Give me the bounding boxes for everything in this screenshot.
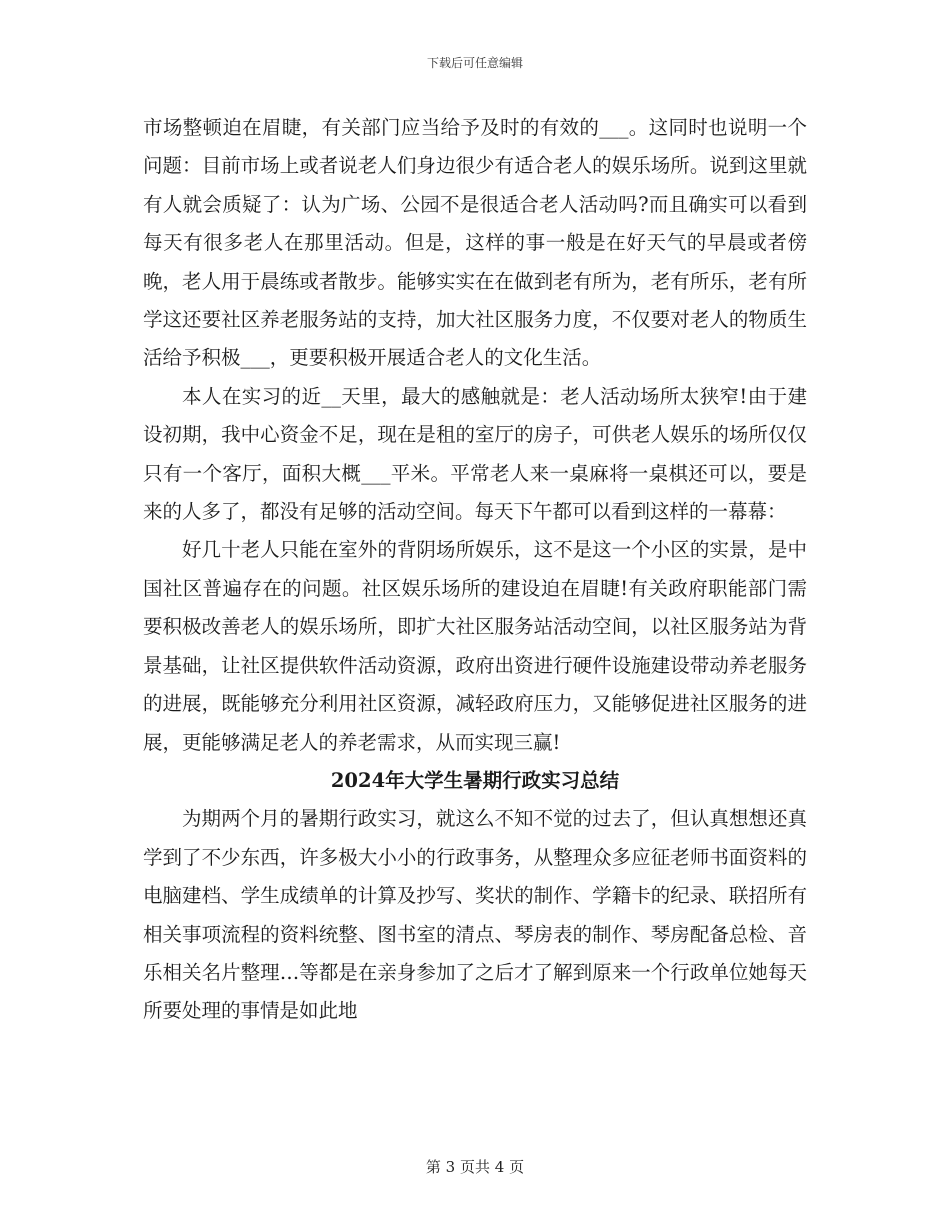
paragraph-continued: 市场整顿迫在眉睫，有关部门应当给予及时的有效的___。这同时也说明一个问题：目前市场上或者说老人们身边很少有适合老人的娱乐场所。说到这里就有人就会质疑了：认为广场、公园不是很适合老人活动吗?而且确实可以看到每天有很多老人在那里活动。但是，这样的事一般是在好天气的早晨或者傍晚，老人用于晨练或者散步。能够实实在在做到老有所为，老有所乐，老有所学这还要社区养老服务站的支持，加大社区服务力度，不仅要对老人的物质生活给予积极___，更要积极开展适合老人的文化生活。 [143, 116, 807, 370]
page-header: 下载后可任意编辑 [426, 56, 523, 70]
document-body [143, 109, 807, 1031]
paragraph: 本人在实习的近__天里，最大的感触就是：老人活动场所太狭窄!由于建设初期，我中心资金不足，现在是租的室厅的房子，可供老人娱乐的场所仅仅只有一个客厅，面积大概___平米。平常老人来一桌麻将一桌棋还可以，要是来的人多了，都没有足够的活动空间。每天下午都可以看到这样的一幕幕： [143, 384, 807, 524]
section-title: 2024年大学生暑期行政实习总结 [330, 768, 620, 792]
paragraph: 好几十老人只能在室外的背阴场所娱乐，这不是这一个小区的实景，是中国社区普遍存在的问题。社区娱乐场所的建设迫在眉睫!有关政府职能部门需要积极改善老人的娱乐场所，即扩大社区服务站活动空间，以社区服务站为背景基础，让社区提供软件活动资源，政府出资进行硬件设施建设带动养老服务的进展，既能够充分利用社区资源，减轻政府压力，又能够促进社区服务的进展，更能够满足老人的养老需求，从而实现三赢! [143, 538, 807, 754]
paragraph: 为期两个月的暑期行政实习，就这么不知不觉的过去了，但认真想想还真学到了不少东西，许多极大小小的行政事务，从整理众多应征老师书面资料的电脑建档、学生成绩单的计算及抄写、奖状的制作、学籍卡的纪录、联招所有相关事项流程的资料统整、图书室的清点、琴房表的制作、琴房配备总检、音乐相关名片整理…等都是在亲身参加了之后才了解到原来一个行政单位她每天所要处理的事情是如此地 [143, 807, 807, 1023]
page-footer: 第 3 页共 4 页 [425, 1158, 525, 1176]
